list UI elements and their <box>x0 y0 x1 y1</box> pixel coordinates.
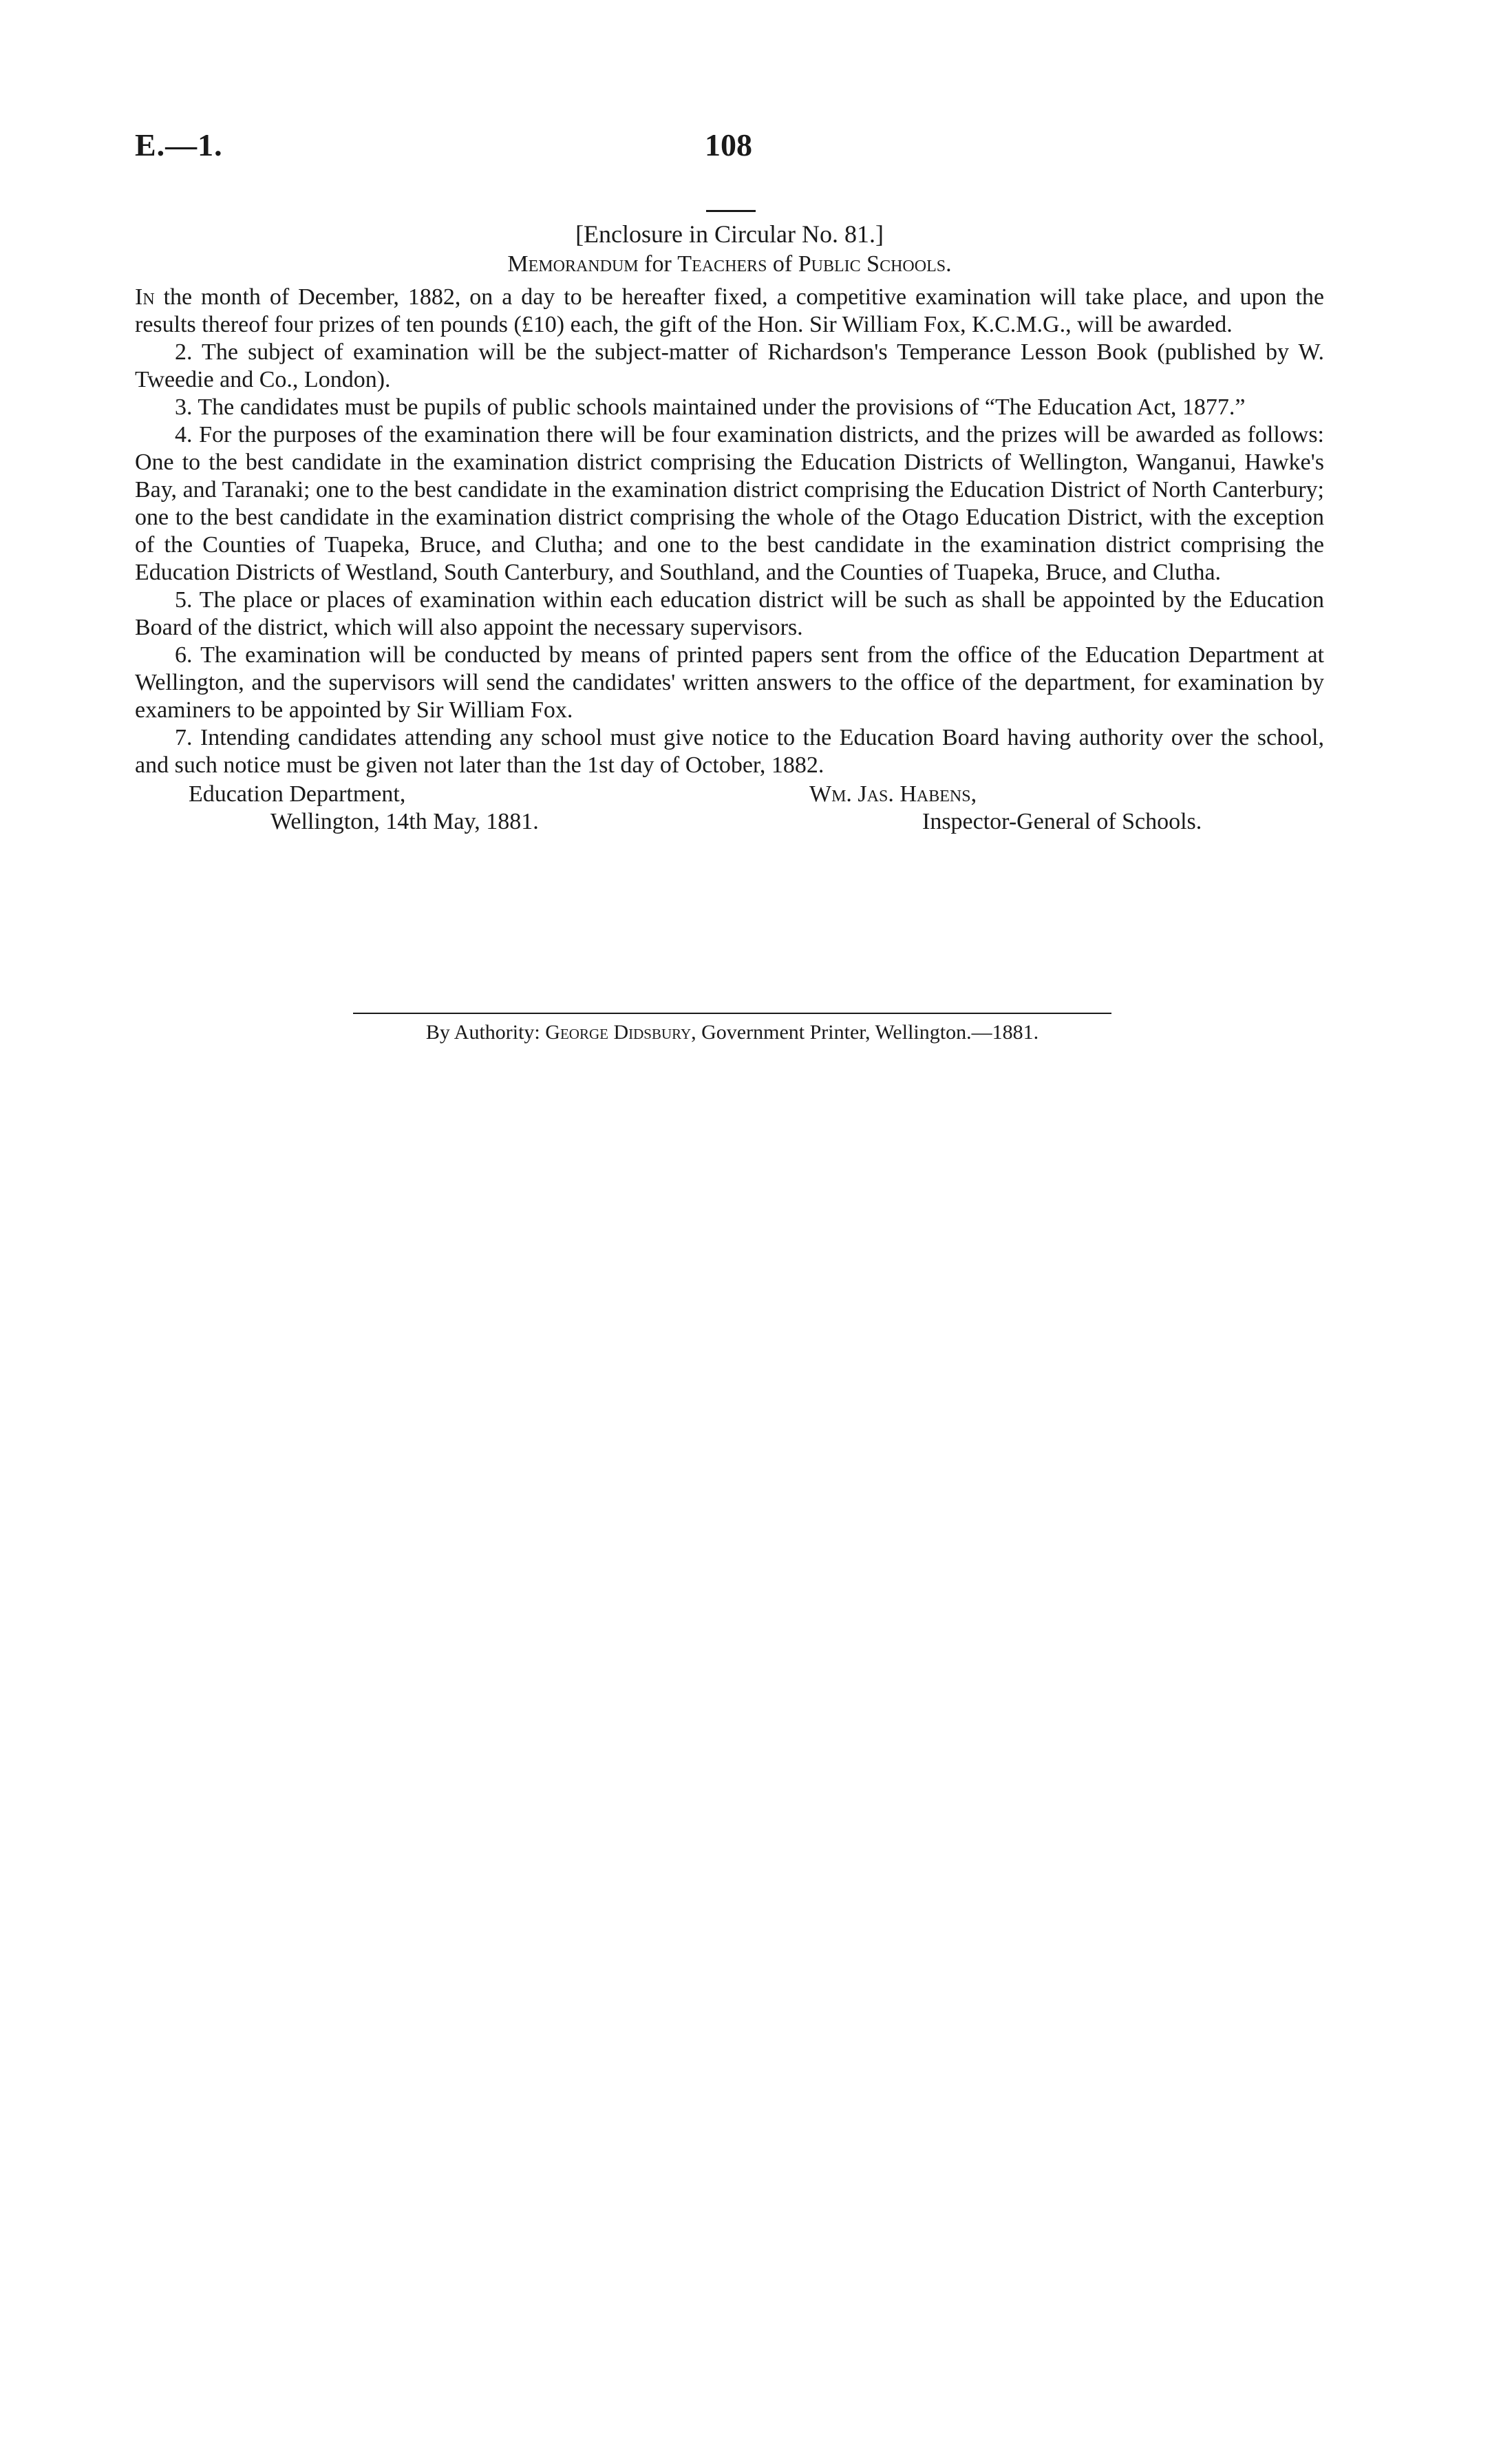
printer-suffix: , Government Printer, Wellington.—1881. <box>691 1021 1039 1044</box>
signature-title: Inspector-General of Schools. <box>922 809 1202 834</box>
printer-name: George Didsbury <box>545 1021 692 1044</box>
paragraph-1 <box>135 284 1324 339</box>
paragraph-7: 7. Intending candidates attending any school must give notice to the Education Board having authority over the school, and such notice must be given not later than the 1st day of October, 1882. <box>135 725 1324 778</box>
memorandum-body <box>135 219 1324 836</box>
signature-name: Wm. Jas. Habens, <box>809 781 977 807</box>
printer-prefix: By Authority: <box>425 1021 546 1044</box>
signature-block <box>135 781 1324 836</box>
memo-title-word-memorandum: Memorandum <box>507 251 639 277</box>
paragraph-1-text: the month of December, 1882, on a day to be hereafter fixed, a competitive examination will take place, and upon the results thereof four prizes of ten pounds (£10) each, the gift of the Hon. Sir William Fox, K.C.M.G., will be awarded. <box>135 284 1324 337</box>
memorandum-title <box>135 249 1324 279</box>
printer-rule <box>353 1013 1111 1014</box>
enclosure-heading: [Enclosure in Circular No. 81.] <box>575 220 884 248</box>
paragraph-2: 2. The subject of examination will be the subject-matter of Richardson's Temperance Lesson Book (published by W. Tweedie and Co., London). <box>135 339 1324 392</box>
page-number: 108 <box>705 127 752 162</box>
memo-title-word-schools: Public Schools. <box>798 251 952 277</box>
memo-title-for: for <box>644 251 672 277</box>
printer-imprint <box>0 1019 1465 1046</box>
paragraph-4: 4. For the purposes of the examination there will be four examination districts, and the prizes will be awarded as follows: One to the best candidate in the examination district comprising the Education Districts of Wellington, Wanganui, Hawke's Bay, and Taranaki; one to the best candidate in the examination district comprising the Education District of North Canterbury; one to the best candidate in the examination district comprising the whole of the Otago Education District, with the exception of the Counties of Tuapeka, Bruce, and Clutha; and one to the best candidate in the examination district comprising the Education Districts of Westland, South Canterbury, and Southland, and the Counties of Tuapeka, Bruce, and Clutha. <box>135 422 1324 585</box>
paragraph-3: 3. The candidates must be pupils of public schools maintained under the provisions of “The Education Act, 1877.” <box>175 394 1246 420</box>
header-rule <box>706 210 756 212</box>
memo-title-of: of <box>772 251 793 277</box>
paragraph-1-lead: In <box>135 284 155 310</box>
signature-department: Education Department, <box>189 781 406 807</box>
signature-place-date: Wellington, 14th May, 1881. <box>270 809 539 834</box>
document-code: E.—1. <box>135 127 223 162</box>
paragraph-5: 5. The place or places of examination within each education district will be such as shall be appointed by the Education Board of the district, which will also appoint the necessary supervisors. <box>135 587 1324 640</box>
memo-title-word-teachers: Teachers <box>677 251 767 277</box>
paragraph-6: 6. The examination will be conducted by means of printed papers sent from the office of the Education Department at Wellington, and the supervisors will send the candidates' written answers to the office of the department, for examination by examiners to be appointed by Sir William Fox. <box>135 642 1324 723</box>
